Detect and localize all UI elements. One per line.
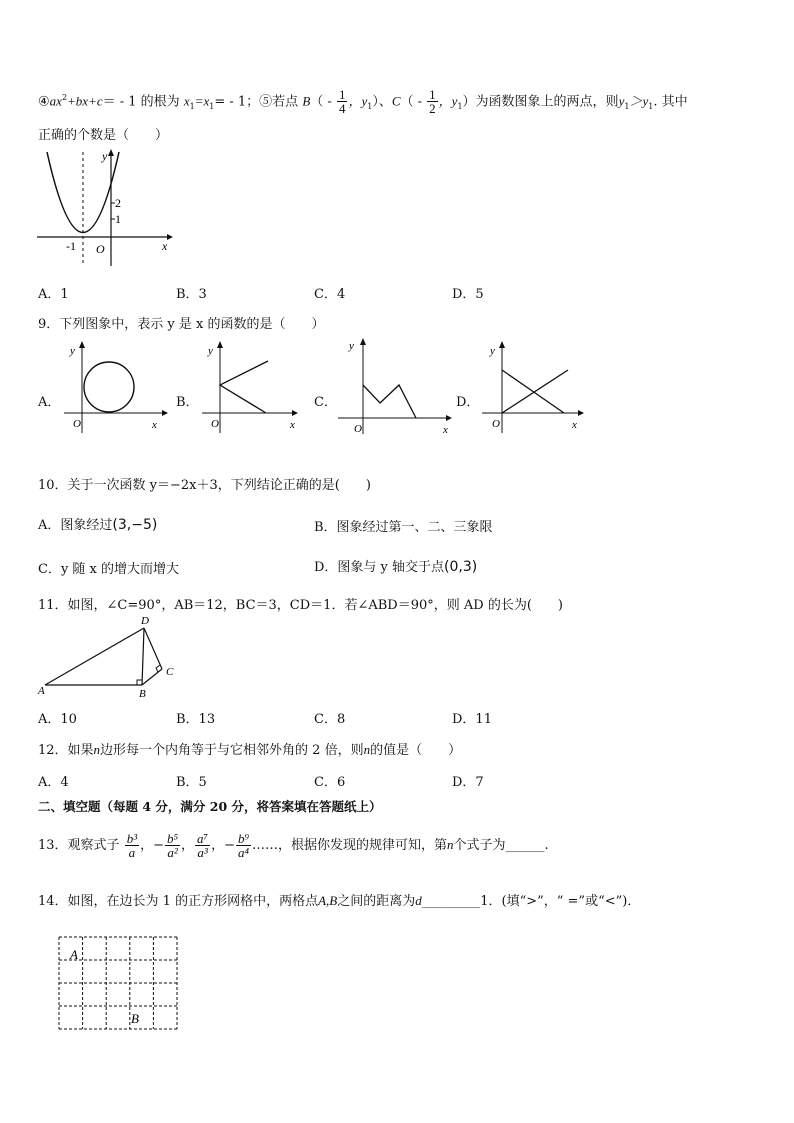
x-label: x [443,424,448,435]
q8-text: （ - [310,94,332,110]
q8-sub: 1 [648,101,654,111]
q8-sup: 2 [61,93,68,102]
x-axis-arrow [446,415,452,421]
q8-text: ，y [348,93,368,109]
q8-text: +bx+c [67,93,103,109]
q10-option-d-math: (0,3) [444,559,478,575]
q14-text: 14．如图，在边长为 1 的正方形网格中，两格点 [38,894,319,909]
grid-point-b-label: B [131,1011,139,1026]
q9-stem: 9．下列图象中，表示 y 是 x 的函数的是（ ） [38,317,325,332]
q8-text: （ - [400,94,423,110]
y-axis-arrow [499,341,505,348]
q9-graph-d[interactable] [478,340,588,435]
tick-1: 1 [115,212,121,226]
q14-stem [38,890,640,909]
q13-answer-blank[interactable]: 个式子为______. [453,838,549,853]
origin-label: O [96,242,105,256]
frac-num: b⁹ [237,831,250,846]
label-a: A [38,685,45,697]
q8-option-b[interactable]: B．3 [176,287,207,302]
x-axis-arrow [167,234,173,240]
label-b: B [139,688,146,700]
q11-triangle-figure [36,612,186,702]
q12-text: 12．如果 [38,743,94,758]
origin-label: O [492,418,500,430]
q13-var: n [447,837,454,852]
x-label: x [290,419,295,431]
q12-option-b[interactable]: B．5 [176,775,207,790]
q11-option-d[interactable]: D．11 [452,712,492,727]
tick-2: 2 [115,196,121,210]
q14-grid-figure [56,934,182,1034]
right-angle-b [137,680,142,685]
q13-fraction-2 [165,832,180,859]
segment-dc [144,628,162,669]
y-label: y [490,345,495,357]
circle-shape [84,362,134,412]
q14-text: 之间的距离为 [337,894,416,909]
segment-bd [142,628,144,685]
q13-fraction-4 [236,832,251,859]
q8-text: C [391,93,401,109]
q8-text: y [618,93,625,109]
q8-text: . 其中 [653,94,688,110]
q13-sep: ， [181,838,195,853]
q8-text: = - 1；⑤若点 [214,94,299,110]
q10-option-d[interactable] [314,556,477,575]
q11-option-b[interactable]: B．13 [176,712,216,727]
q13-text: 13．观察式子 [38,838,120,853]
q11-stem: 11．如图，∠C=90°，AB＝12，BC＝3，CD＝1．若∠ABD＝90°，则 AD 的长为( ) [38,598,563,613]
frac-den: a⁴ [237,845,250,860]
q14-var: d [415,893,422,908]
q14-answer-blank[interactable]: _________1．(填“>”，“ =”或“<”)． [421,894,641,909]
q12-var: n [363,742,371,757]
q11-option-c[interactable]: C．8 [314,712,346,727]
q8-sub: 1 [209,101,215,111]
q12-option-a[interactable]: A．4 [38,775,69,790]
frac-num: b⁵ [167,831,179,846]
y-axis-arrow [108,149,114,156]
q10-option-a[interactable] [38,514,157,533]
q8-text: ）、 [372,94,392,110]
y-label: y [208,345,213,357]
tick-neg1: -1 [66,239,76,253]
q13-stem [38,825,549,866]
frac-num: b³ [126,831,138,846]
origin-label: O [354,423,362,435]
y-label: y [70,345,75,357]
x-label: x [572,419,577,431]
q8-text: ，y [438,93,458,109]
y-axis-arrow [217,341,223,348]
q9-option-c-label[interactable]: C． [314,395,337,410]
q10-stem: 10．关于一次函数 y＝−2x＋3，下列结论正确的是( ) [38,478,371,493]
q12-option-c[interactable]: C．6 [314,775,346,790]
label-c: C [166,666,174,678]
frac-den: 4 [338,101,346,117]
q12-option-d[interactable]: D．7 [452,775,484,790]
q8-sub: 1 [367,101,373,111]
q8-line2: 正确的个数是（ ） [38,128,169,143]
frac-den: 2 [429,101,436,117]
segment-ad [45,628,144,685]
x-axis-arrow [162,410,168,416]
q8-text: ＞y [629,93,649,109]
q13-text: ……，根据你发现的规律可知，第 [252,838,448,853]
label-d: D [141,615,149,627]
q8-sub: 1 [624,101,630,111]
q8-text: ＝ - 1 的根为 [102,94,180,110]
q8-sub: 1 [189,101,195,111]
q13-fraction-1 [125,832,139,859]
y-label: y [102,149,108,163]
zigzag-shape [363,385,416,418]
q12-stem [38,739,461,758]
grid-point-a-label: A [70,947,78,962]
q9-graph-a[interactable] [60,340,170,435]
y-axis-arrow [79,341,85,348]
q8-line1 [38,88,688,117]
q8-text: x [183,93,190,109]
angle-shape [220,361,268,413]
origin-label: O [211,418,219,430]
x-label: x [162,239,168,253]
q8-item4-marker: ④ [38,94,50,110]
section-heading-fill-in: 二、填空题（每题 4 分，满分 20 分，将答案填在答题纸上） [38,799,382,814]
q13-fraction-3 [195,832,210,859]
q9-graph-b[interactable] [198,340,308,435]
y-axis-arrow [360,338,366,345]
q14-var: A,B [318,893,338,908]
frac-den: a² [167,845,178,860]
q11-option-a[interactable]: A．10 [38,712,77,727]
segment-cb [142,669,162,685]
q13-sep: ，− [140,838,164,853]
q8-text: ）为函数图象上的两点，则 [462,94,619,110]
y-label: y [349,340,354,352]
q8-option-c[interactable]: C．4 [314,287,346,302]
q9-option-b-label[interactable]: B． [176,395,199,410]
q8-option-d[interactable]: D．5 [452,287,484,302]
frac-den: a [128,845,136,860]
frac-num: 1 [429,87,436,103]
q8-parabola-graph [35,148,175,268]
q10-option-b[interactable]: B．图象经过第一、二、三象限 [314,520,493,535]
q12-text: 边形每一个内角等于与它相邻外角的 2 倍，则 [100,743,364,758]
q10-option-a-text: A．图象经过 [38,518,113,533]
x-axis-arrow [578,410,584,416]
origin-label: O [73,418,81,430]
q8-text: =x [194,93,210,109]
q8-text: ax [49,93,62,109]
x-axis-arrow [292,410,298,416]
q13-sep: ，− [211,838,235,853]
frac-num: 1 [338,87,346,103]
q9-option-d-label[interactable]: D． [456,395,480,410]
q12-var: n [93,742,101,757]
q8-fraction-2 [427,88,438,115]
frac-num: a⁷ [197,831,209,846]
q12-text: 的值是（ ） [370,743,462,758]
q9-option-a-label[interactable]: A． [38,395,61,410]
q10-option-d-text: D．图象与 y 轴交于点 [314,560,445,575]
q9-graph-c[interactable] [336,335,456,435]
frac-den: a³ [197,845,208,860]
q8-option-a[interactable]: A．1 [38,287,69,302]
q8-sub: 1 [457,101,463,111]
q8-fraction-1 [337,88,348,115]
x-label: x [152,419,157,431]
q10-option-a-math: (3,−5) [112,517,158,533]
q10-option-c[interactable]: C．y 随 x 的增大而增大 [38,562,180,577]
q8-text: B [302,93,311,109]
